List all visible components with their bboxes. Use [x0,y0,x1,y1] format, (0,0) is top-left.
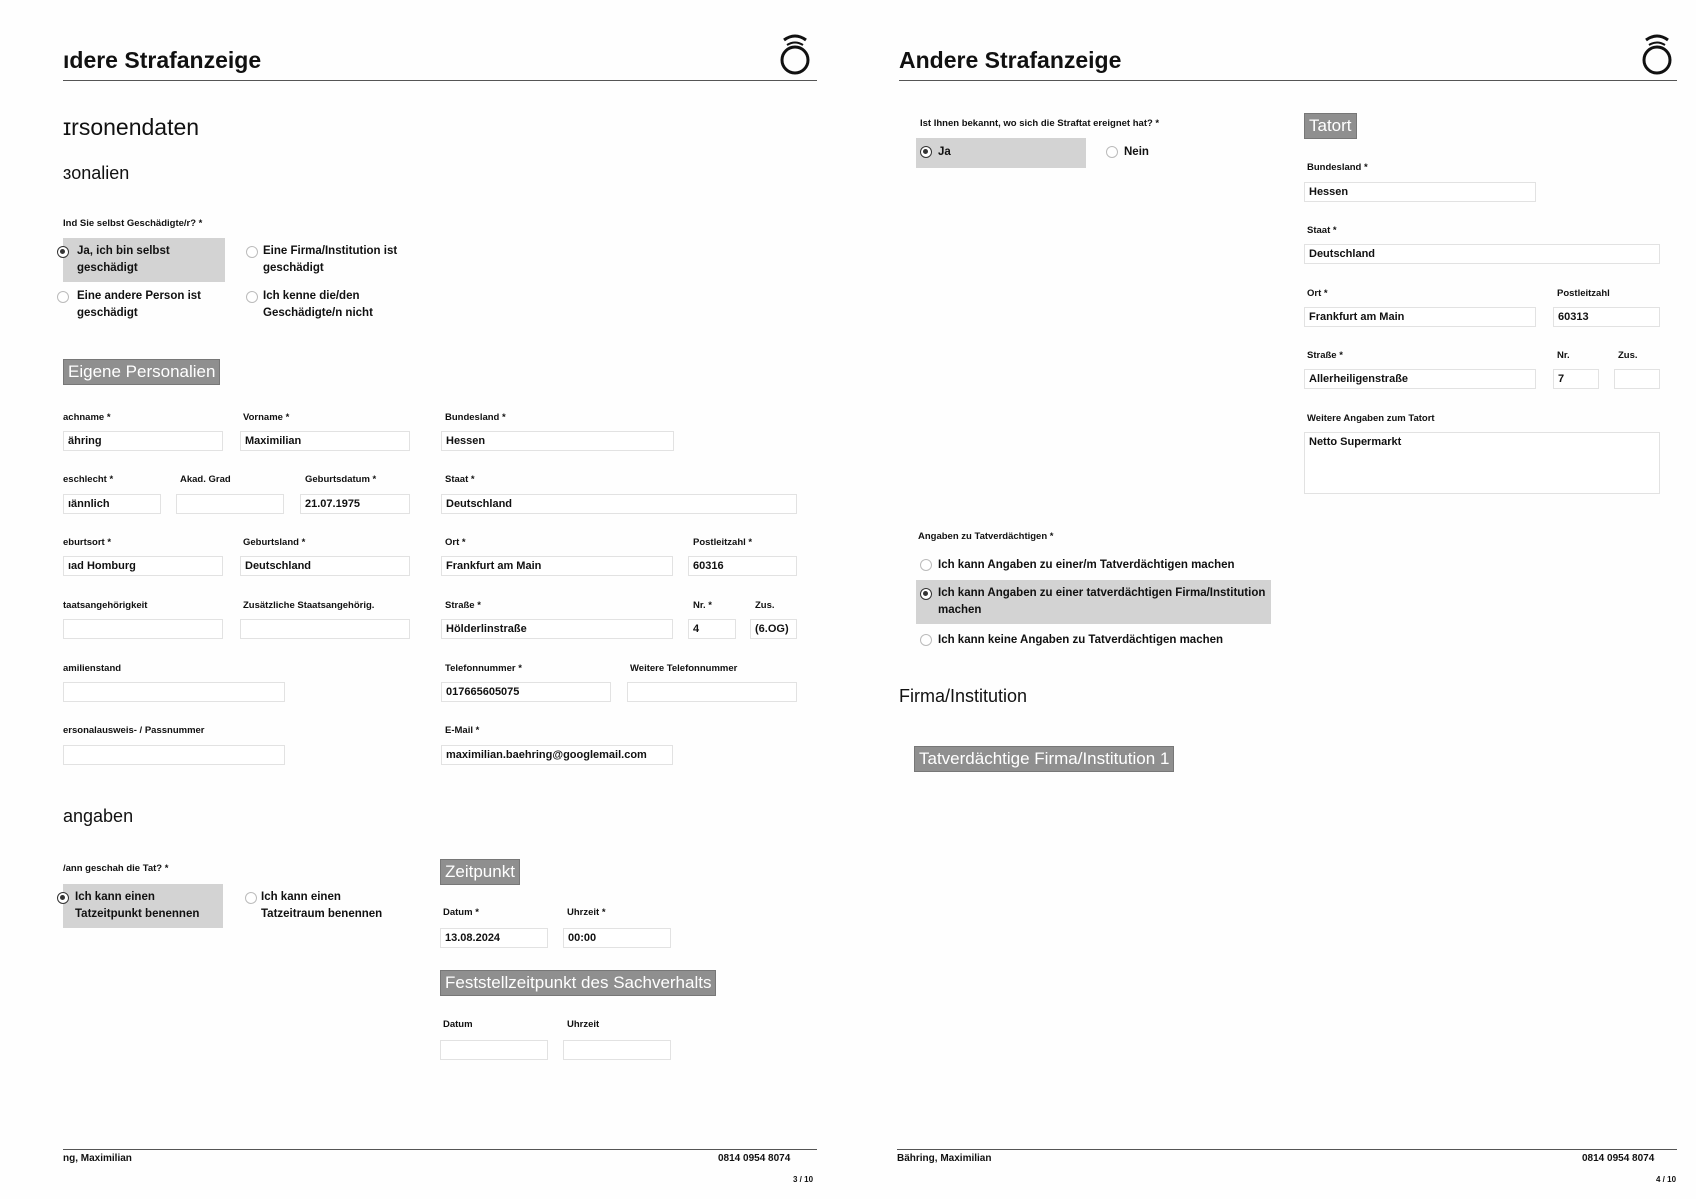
radio-icon [246,291,258,303]
radio-icon [920,559,932,571]
tatort-zusatz-field[interactable] [1614,369,1660,389]
nachname-field[interactable]: ähring [63,431,223,451]
field-label: Nr. * [693,600,713,611]
field-label: Ort * [1307,288,1328,299]
familienstand-field[interactable] [63,682,285,702]
option-kenne-nicht[interactable] [246,288,406,328]
field-label: Uhrzeit [567,1019,600,1030]
field-label: amilienstand [63,663,122,674]
geburtsort-field[interactable]: ıad Homburg [63,556,223,576]
ort-field[interactable]: Frankfurt am Main [441,556,673,576]
tatort-ort-field[interactable]: Frankfurt am Main [1304,307,1536,327]
section-title: angaben [63,806,134,826]
feststell-datum-field[interactable] [440,1040,548,1060]
field-label: Bundesland * [445,412,506,423]
field-label: Telefonnummer * [445,663,522,674]
field-label: E-Mail * [445,725,480,736]
section-bar-tatverdaechtige-firma: Tatverdächtige Firma/Institution 1 [914,746,1174,772]
police-logo-icon [1640,32,1674,76]
option-keine-angaben[interactable] [920,631,1280,651]
option-tatverdaechtige-firma[interactable] [916,580,1271,624]
section-bar-zeitpunkt: Zeitpunkt [440,859,520,885]
field-label: Zus. [1618,350,1638,361]
radio-selected-icon [57,892,69,904]
section-title: Firma/Institution [899,686,1028,706]
vorname-field[interactable]: Maximilian [240,431,410,451]
staat-field[interactable]: Deutschland [441,494,797,514]
option-label: Tatzeitpunkt benennen [75,908,200,920]
question-label: /ann geschah die Tat? * [63,863,169,874]
question-label: Ind Sie selbst Geschädigte/r? * [63,218,203,229]
field-label: Weitere Telefonnummer [630,663,738,674]
police-logo-icon [778,32,812,76]
tatort-plz-field[interactable]: 60313 [1553,307,1660,327]
option-label: Tatzeitraum benennen [261,908,383,920]
weitere-telefonnummer-field[interactable] [627,682,797,702]
page-number: 3 / 10 [793,1175,814,1184]
option-label: Ich kann keine Angaben zu Tatverdächtigen machen [938,634,1224,646]
title-divider [899,80,1677,81]
tatort-staat-field[interactable]: Deutschland [1304,244,1660,264]
tatort-hausnummer-field[interactable]: 7 [1553,369,1599,389]
field-label: Nr. [1557,350,1570,361]
radio-icon [246,246,258,258]
field-label: Uhrzeit * [567,907,606,918]
hausnummer-field[interactable]: 4 [688,619,736,639]
option-label: Nein [1124,146,1149,158]
strasse-field[interactable]: Hölderlinstraße [441,619,673,639]
field-label: Geburtsdatum * [305,474,377,485]
option-tatverdaechtige-person[interactable] [920,556,1280,576]
option-label: geschädigt [77,307,138,319]
form-page-left [0,0,840,1199]
option-ja[interactable] [916,138,1086,168]
footer-number: 0814 0954 8074 [1582,1153,1655,1164]
section-bar-feststellzeitpunkt: Feststellzeitpunkt des Sachverhalts [440,970,716,996]
field-label: Datum * [443,907,479,918]
option-label: Eine andere Person ist [77,290,201,302]
ausweisnummer-field[interactable] [63,745,285,765]
option-label: Ja, ich bin selbst [77,245,170,257]
tat-uhrzeit-field[interactable]: 00:00 [563,928,671,948]
field-label: Akad. Grad [180,474,231,485]
feststell-uhrzeit-field[interactable] [563,1040,671,1060]
bundesland-field[interactable]: Hessen [441,431,674,451]
email-field[interactable]: maximilian.baehring@googlemail.com [441,745,673,765]
field-label: Bundesland * [1307,162,1368,173]
akad-grad-field[interactable] [176,494,284,514]
radio-icon [57,291,69,303]
geburtsdatum-field[interactable]: 21.07.1975 [300,494,410,514]
radio-icon [920,634,932,646]
field-label: Zusätzliche Staatsangehörig. [243,600,375,611]
field-label: Geburtsland * [243,537,306,548]
option-label: Geschädigte/n nicht [263,307,373,319]
radio-selected-icon [920,588,932,600]
zusatz-field[interactable]: (6.OG) [750,619,797,639]
field-label: eschlecht * [63,474,114,485]
staatsangehoerigkeit-field[interactable] [63,619,223,639]
field-label: taatsangehörigkeit [63,600,148,611]
field-label: Staat * [1307,225,1337,236]
radio-icon [245,892,257,904]
option-label: Ich kann Angaben zu einer/m Tatverdächtigen machen [938,559,1235,571]
field-label: Postleitzahl [1557,288,1610,299]
tat-datum-field[interactable]: 13.08.2024 [440,928,548,948]
subsection-title: ɜonalien [63,163,130,183]
option-selbst-geschaedigt[interactable] [63,238,225,282]
field-label: Staat * [445,474,475,485]
tatort-bundesland-field[interactable]: Hessen [1304,182,1536,202]
section-bar-tatort: Tatort [1304,113,1357,139]
option-label: machen [938,604,982,616]
section-title: ɪrsonendaten [63,114,200,140]
radio-selected-icon [57,246,69,258]
postleitzahl-field[interactable]: 60316 [688,556,797,576]
option-label: geschädigt [263,262,324,274]
footer-divider [63,1149,817,1150]
option-andere-person[interactable] [63,288,223,328]
field-label: achname * [63,412,111,423]
option-tatzeitraum[interactable] [245,887,405,927]
field-label: Weitere Angaben zum Tatort [1307,413,1435,424]
tatort-strasse-field[interactable]: Allerheiligenstraße [1304,369,1536,389]
option-label: Ich kann einen [261,891,341,903]
geburtsland-field[interactable]: Deutschland [240,556,410,576]
section-bar-eigene-personalien: Eigene Personalien [63,359,220,385]
option-label: Eine Firma/Institution ist [263,245,398,257]
option-nein[interactable] [1106,141,1186,165]
option-label: Ich kann einen [75,891,155,903]
question-label: Angaben zu Tatverdächtigen * [918,531,1054,542]
footer-name: ng, Maximilian [63,1153,132,1164]
field-label: Straße * [445,600,481,611]
radio-icon [1106,146,1118,158]
footer-divider [897,1149,1677,1150]
tatort-weitere-angaben-field[interactable]: Netto Supermarkt [1304,432,1660,494]
question-label: Ist Ihnen bekannt, wo sich die Straftat ereignet hat? * [920,118,1160,129]
field-label: Ort * [445,537,466,548]
footer-number: 0814 0954 8074 [718,1153,791,1164]
option-tatzeitpunkt[interactable] [63,884,223,928]
option-label: Ich kenne die/den [263,290,360,302]
field-label: ersonalausweis- / Passnummer [63,725,205,736]
form-page-right [840,0,1696,1199]
field-label: Postleitzahl * [693,537,753,548]
radio-selected-icon [920,146,932,158]
telefonnummer-field[interactable]: 017665605075 [441,682,611,702]
footer-name: Bähring, Maximilian [897,1153,992,1164]
option-label: Ja [938,146,951,158]
option-label: Ich kann Angaben zu einer tatverdächtigen Firma/Institution [938,587,1266,599]
geschlecht-field[interactable]: ıännlich [63,494,161,514]
title-divider [63,80,817,81]
field-label: eburtsort * [63,537,112,548]
option-label: geschädigt [77,262,138,274]
zusaetzliche-staatsangehoerigkeit-field[interactable] [240,619,410,639]
page-title: Andere Strafanzeige [899,47,1122,73]
field-label: Datum [443,1019,473,1030]
page-number: 4 / 10 [1656,1175,1677,1184]
option-firma-geschaedigt[interactable] [246,241,406,281]
page-title: ıdere Strafanzeige [63,47,262,73]
field-label: Vorname * [243,412,290,423]
field-label: Straße * [1307,350,1343,361]
field-label: Zus. [755,600,775,611]
